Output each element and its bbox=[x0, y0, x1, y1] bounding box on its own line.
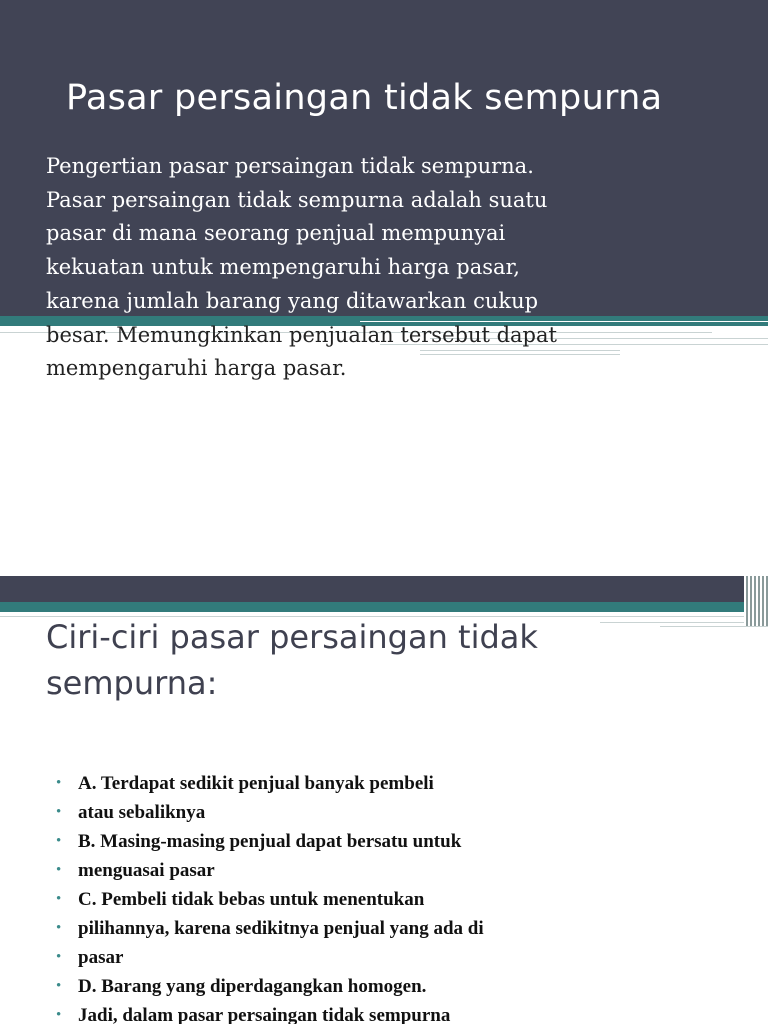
list-item-text: A. Terdapat sedikit penjual banyak pembeli bbox=[78, 773, 434, 794]
body-line: mempengaruhi harga pasar. bbox=[46, 356, 347, 381]
bullet-icon: • bbox=[56, 775, 62, 791]
slide-1-title: Pasar persaingan tidak sempurna bbox=[66, 78, 663, 118]
list-item-text: atau sebaliknya bbox=[78, 802, 206, 823]
list-item-text: C. Pembeli tidak bebas untuk menentukan bbox=[78, 889, 425, 910]
bullet-icon: • bbox=[56, 804, 62, 820]
slide-2-title: Ciri-ciri pasar persaingan tidak sempurna: bbox=[46, 618, 538, 702]
list-item-text: menguasai pasar bbox=[78, 860, 215, 881]
body-line: pasar di mana seorang penjual mempunyai bbox=[46, 221, 506, 246]
list-item bbox=[56, 885, 484, 914]
slide-1-body bbox=[46, 150, 606, 386]
body-line: Pasar persaingan tidak sempurna adalah suatu bbox=[46, 187, 548, 212]
bullet-icon: • bbox=[56, 920, 62, 936]
bullet-icon: • bbox=[56, 833, 62, 849]
list-item bbox=[56, 856, 484, 885]
list-item-text: Jadi, dalam pasar persaingan tidak sempurna bbox=[78, 1005, 451, 1024]
list-item bbox=[56, 769, 484, 798]
bullet-icon: • bbox=[56, 862, 62, 878]
list-item bbox=[56, 972, 484, 1001]
slide-gap bbox=[0, 560, 768, 576]
list-item bbox=[56, 798, 484, 827]
body-line: karena jumlah barang yang ditawarkan cukup bbox=[46, 288, 539, 313]
list-item bbox=[56, 1001, 484, 1024]
slide-2 bbox=[0, 576, 768, 1024]
bullet-icon: • bbox=[56, 978, 62, 994]
list-item-text: D. Barang yang diperdagangkan homogen. bbox=[78, 976, 427, 997]
bullet-icon: • bbox=[56, 1007, 62, 1023]
slide-2-accent-line bbox=[660, 626, 768, 627]
body-line: Pengertian pasar persaingan tidak sempurna. bbox=[46, 154, 534, 178]
list-item-text: B. Masing-masing penjual dapat bersatu untuk bbox=[78, 831, 462, 852]
list-item-text: pasar bbox=[78, 947, 124, 968]
bullet-icon: • bbox=[56, 891, 62, 907]
bullet-list bbox=[56, 769, 484, 1024]
slide-2-accent-bar bbox=[0, 602, 768, 612]
slide-2-corner-stripes bbox=[744, 576, 768, 626]
list-item bbox=[56, 943, 484, 972]
list-item bbox=[56, 827, 484, 856]
slide-2-header-band bbox=[0, 576, 768, 602]
bullet-icon: • bbox=[56, 949, 62, 965]
body-line: kekuatan untuk mempengaruhi harga pasar, bbox=[46, 255, 520, 280]
body-line: besar. Memungkinkan penjualan tersebut dapat bbox=[46, 322, 557, 347]
list-item-text: pilihannya, karena sedikitnya penjual yang ada di bbox=[78, 918, 484, 939]
list-item bbox=[56, 914, 484, 943]
